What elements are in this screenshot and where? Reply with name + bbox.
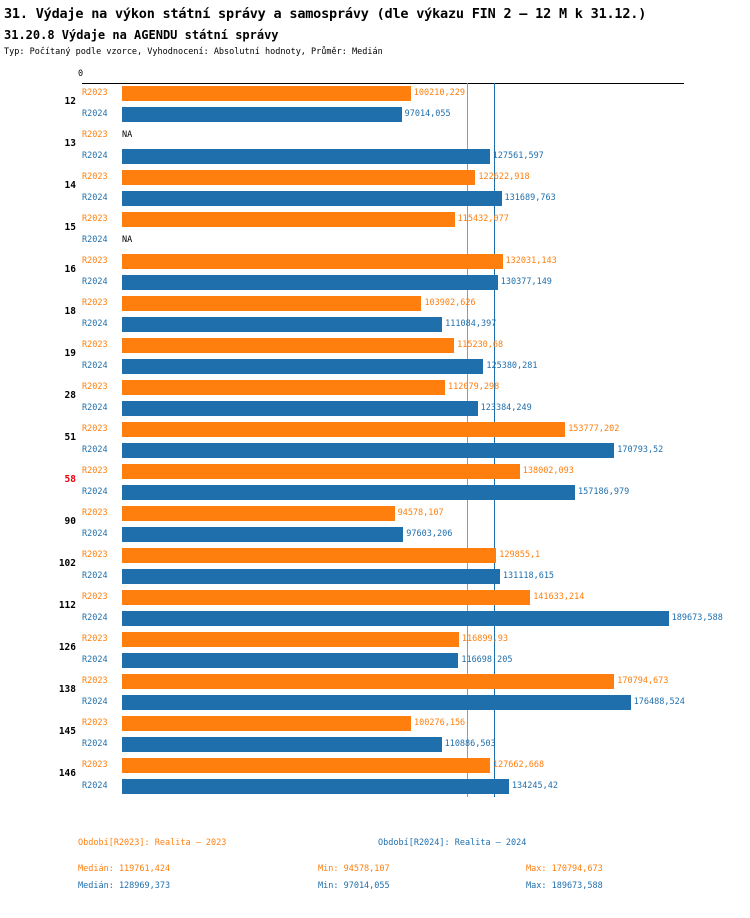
- chart-row-group: [58, 587, 723, 629]
- bar-row: [82, 335, 684, 356]
- bar[interactable]: [122, 569, 500, 584]
- bar[interactable]: [122, 191, 502, 206]
- series-label: R2023: [82, 550, 108, 560]
- bar-value-label: 123384,249: [480, 403, 532, 413]
- bar[interactable]: [122, 275, 498, 290]
- bar[interactable]: [122, 422, 565, 437]
- bar-row: [82, 671, 684, 692]
- chart-row-group: [58, 671, 685, 713]
- bar-value-label: 170793,52: [617, 445, 664, 455]
- series-label: R2024: [82, 403, 108, 413]
- bar-value-label: 111084,397: [445, 319, 497, 329]
- bar[interactable]: [122, 296, 421, 311]
- category-label: 14: [64, 180, 76, 191]
- bar-row: [82, 377, 684, 398]
- chart-row-group: [64, 167, 684, 209]
- bar[interactable]: [122, 737, 442, 752]
- bar-value-label: 176488,524: [633, 697, 685, 707]
- bar-row: [82, 167, 684, 188]
- series-label: R2024: [82, 445, 108, 455]
- bar[interactable]: [122, 632, 459, 647]
- bar-plot: [58, 83, 723, 797]
- bar-value-label: 116899,93: [461, 634, 508, 644]
- series-label: R2023: [82, 676, 108, 686]
- bar-row: [82, 83, 684, 104]
- series-label: R2024: [82, 697, 108, 707]
- axis-zero-label: 0: [78, 69, 84, 79]
- series-label: R2024: [82, 109, 108, 119]
- bar[interactable]: [122, 758, 490, 773]
- series-label: R2023: [82, 634, 108, 644]
- legend-series-2024: Období[R2024]: Realita – 2024: [378, 838, 527, 848]
- series-label: R2024: [82, 361, 108, 371]
- bar-row: [82, 482, 684, 503]
- bar-row: [82, 251, 684, 272]
- bar-value-label: 153777,202: [568, 424, 620, 434]
- bar-row: [82, 503, 684, 524]
- legend-series-2023: Období[R2023]: Realita – 2023: [78, 838, 227, 848]
- bar-row: [82, 461, 684, 482]
- chart-row-group: [64, 125, 684, 167]
- bar-row: [82, 692, 684, 713]
- bar[interactable]: [122, 359, 483, 374]
- bar-value-label: 127561,597: [492, 151, 544, 161]
- stat-median-2024: Medián: 128969,373: [78, 881, 171, 891]
- series-label: R2023: [82, 88, 108, 98]
- bar-value-label: 131118,615: [502, 571, 555, 581]
- bar[interactable]: [122, 506, 395, 521]
- series-label: R2023: [82, 592, 108, 602]
- bar-row: [82, 272, 684, 293]
- bar-value-label: 112079,298: [448, 382, 500, 392]
- bar-row: [82, 545, 684, 566]
- bar-row: [82, 398, 684, 419]
- bar[interactable]: [122, 401, 478, 416]
- bar[interactable]: [122, 338, 454, 353]
- chart-row-group: [58, 545, 684, 587]
- chart-row-group: [64, 419, 684, 461]
- bar-row: [82, 713, 684, 734]
- bar[interactable]: [122, 443, 614, 458]
- bar[interactable]: [122, 716, 411, 731]
- bar[interactable]: [122, 653, 458, 668]
- bar-value-label: 130377,149: [500, 277, 552, 287]
- bar-row: [82, 650, 684, 671]
- chart-row-group: [58, 755, 684, 797]
- chart-row-group: [64, 251, 684, 293]
- bar-value-label: 138002,093: [522, 466, 574, 476]
- bar-value-label: 100276,156: [414, 718, 466, 728]
- chart-row-group: [64, 83, 684, 125]
- series-label: R2024: [82, 571, 108, 581]
- bar[interactable]: [122, 527, 403, 542]
- bar-value-label: 132031,143: [505, 256, 557, 266]
- bar-value-label: 122622,918: [478, 172, 530, 182]
- category-label: 13: [64, 138, 76, 149]
- bar[interactable]: [122, 86, 411, 101]
- series-label: R2023: [82, 172, 108, 182]
- bar[interactable]: [122, 149, 490, 164]
- bar-value-label: 100210,229: [413, 88, 465, 98]
- chart-row-group: [64, 461, 684, 503]
- bar-row: [82, 734, 684, 755]
- bar-row: [82, 125, 684, 146]
- series-label: R2023: [82, 718, 108, 728]
- bar[interactable]: [122, 170, 475, 185]
- series-label: R2023: [82, 382, 108, 392]
- series-label: R2023: [82, 424, 108, 434]
- series-label: R2023: [82, 214, 108, 224]
- chart-row-group: [64, 335, 684, 377]
- category-label: 146: [58, 768, 76, 779]
- bar-value-label: 115230,68: [457, 340, 504, 350]
- bar-row: [82, 440, 684, 461]
- stat-max-2023: Max: 170794,673: [526, 864, 603, 874]
- bar[interactable]: [122, 380, 445, 395]
- chart-row-group: [64, 209, 684, 251]
- bar[interactable]: [122, 212, 455, 227]
- bar[interactable]: [122, 317, 442, 332]
- series-label: R2024: [82, 487, 108, 497]
- series-label: R2024: [82, 319, 108, 329]
- bar-row: [82, 314, 684, 335]
- category-label: 19: [64, 348, 76, 359]
- bar[interactable]: [122, 611, 669, 626]
- category-label: 126: [58, 642, 76, 653]
- bar-row: [82, 230, 684, 251]
- bar-row: [82, 146, 684, 167]
- bar-value-label: 115432,077: [457, 214, 509, 224]
- chart-area: [0, 65, 750, 810]
- chart-meta: Typ: Počítaný podle vzorce, Vyhodnocení: Absolutní hodnoty, Průměr: Medián: [4, 47, 383, 57]
- bar[interactable]: [122, 485, 575, 500]
- chart-row-group: [64, 377, 684, 419]
- bar-value-label: 116698,205: [461, 655, 513, 665]
- chart-row-group: [64, 503, 684, 545]
- series-label: R2023: [82, 298, 108, 308]
- series-label: R2024: [82, 613, 108, 623]
- bar-row: [82, 356, 684, 377]
- stat-max-2024: Max: 189673,588: [526, 881, 603, 891]
- chart-row-group: [58, 713, 684, 755]
- bar-row: [82, 419, 684, 440]
- bar-value-label: 129855,1: [499, 550, 541, 560]
- series-label: R2024: [82, 193, 108, 203]
- series-label: R2023: [82, 760, 108, 770]
- series-label: R2024: [82, 655, 108, 665]
- bar-row: [82, 776, 684, 797]
- bar-row: [82, 209, 684, 230]
- stat-median-2023: Medián: 119761,424: [78, 864, 171, 874]
- series-label: R2024: [82, 235, 108, 245]
- bar-value-label: 131689,763: [504, 193, 556, 203]
- bar-value-label: 157186,979: [578, 487, 630, 497]
- series-label: R2023: [82, 256, 108, 266]
- chart-row-group: [64, 293, 684, 335]
- series-label: R2024: [82, 277, 108, 287]
- bar-value-label: 97603,206: [406, 529, 453, 539]
- series-label: R2024: [82, 739, 108, 749]
- bar-row: [82, 755, 684, 776]
- category-label: 51: [64, 432, 76, 443]
- series-label: R2023: [82, 340, 108, 350]
- chart-row-group: [58, 629, 684, 671]
- bar-row: [82, 293, 684, 314]
- series-label: R2023: [82, 130, 108, 140]
- category-label: 90: [64, 516, 76, 527]
- bar-value-label: 141633,214: [533, 592, 585, 602]
- category-label: 145: [58, 726, 76, 737]
- chart-subtitle: 31.20.8 Výdaje na AGENDU státní správy: [4, 28, 279, 42]
- bar[interactable]: [122, 548, 496, 563]
- bar-row: [82, 188, 684, 209]
- na-label: NA: [122, 130, 133, 140]
- bar-row: [82, 629, 684, 650]
- bar[interactable]: [122, 254, 503, 269]
- category-label: 16: [64, 264, 76, 275]
- bar-value-label: 110886,503: [444, 739, 496, 749]
- bar-row: [82, 587, 684, 608]
- bar-value-label: 97014,055: [404, 109, 451, 119]
- category-label: 112: [58, 600, 76, 611]
- bar-value-label: 127662,668: [492, 760, 545, 770]
- bar-value-label: 170794,673: [617, 676, 669, 686]
- stat-min-2024: Min: 97014,055: [318, 881, 390, 891]
- category-label: 18: [64, 306, 76, 317]
- bar[interactable]: [122, 107, 402, 122]
- bar[interactable]: [122, 695, 631, 710]
- category-label: 12: [64, 96, 76, 107]
- bar[interactable]: [122, 464, 520, 479]
- bar-value-label: 125380,281: [486, 361, 538, 371]
- stat-min-2023: Min: 94578,107: [318, 864, 390, 874]
- series-label: R2023: [82, 466, 108, 476]
- bar[interactable]: [122, 590, 530, 605]
- bar[interactable]: [122, 779, 509, 794]
- category-label: 28: [64, 390, 76, 401]
- bar-row: [82, 566, 684, 587]
- bar-value-label: 189673,588: [671, 613, 723, 623]
- bar-value-label: 103902,626: [424, 298, 476, 308]
- page-title: 31. Výdaje na výkon státní správy a samosprávy (dle výkazu FIN 2 – 12 M k 31.12.): [4, 6, 647, 22]
- bar-row: [82, 608, 723, 629]
- category-label: 15: [64, 222, 76, 233]
- bar-row: [82, 104, 684, 125]
- bar-value-label: 134245,42: [511, 781, 558, 791]
- series-label: R2024: [82, 151, 108, 161]
- category-label: 58: [64, 474, 76, 485]
- series-label: R2023: [82, 508, 108, 518]
- chart-legend: [0, 838, 750, 918]
- bar-row: [82, 524, 684, 545]
- category-label: 138: [58, 684, 76, 695]
- na-label: NA: [122, 235, 133, 245]
- bar[interactable]: [122, 674, 614, 689]
- bar-value-label: 94578,107: [397, 508, 444, 518]
- series-label: R2024: [82, 529, 108, 539]
- category-label: 102: [58, 558, 76, 569]
- series-label: R2024: [82, 781, 108, 791]
